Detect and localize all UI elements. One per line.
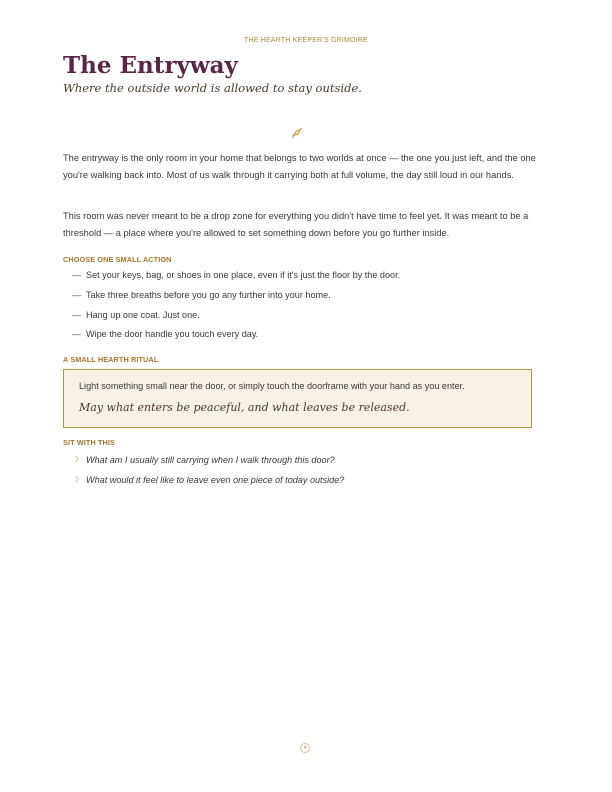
reflection-question: What am I usually still carrying when I walk through this door? bbox=[86, 455, 335, 465]
dash-bullet: — bbox=[72, 329, 82, 340]
list-item bbox=[72, 452, 542, 472]
reflection-list bbox=[72, 452, 542, 492]
dash-bullet: — bbox=[72, 289, 82, 300]
intro-paragraph: The entryway is the only room in your home that belongs to two worlds at once — the one you just left, and the one you're walking back into. Most of us walk through it carrying both at full volume, the day still loud in our hands. bbox=[63, 153, 536, 180]
page-subtitle: Where the outside world is allowed to stay outside. bbox=[63, 81, 362, 95]
reflection-question: What would it feel like to leave even one piece of today outside? bbox=[86, 475, 345, 485]
action-text: Hang up one coat. Just one. bbox=[86, 309, 200, 320]
list-item bbox=[72, 287, 542, 307]
page-title: The Entryway bbox=[63, 52, 238, 79]
reflection-section-label: SIT WITH THIS bbox=[63, 438, 115, 447]
actions-section-label: CHOOSE ONE SMALL ACTION bbox=[63, 255, 172, 264]
list-item bbox=[72, 472, 542, 492]
intro-paragraph: This room was never meant to be a drop zone for everything you didn't have time to feel yet. It was meant to be a threshold — a place where you're allowed to set something down before you go further inside. bbox=[63, 211, 529, 238]
list-item bbox=[72, 307, 542, 327]
action-text: Take three breaths before you go any further into your home. bbox=[86, 289, 331, 300]
action-list bbox=[72, 267, 542, 346]
action-text: Wipe the door handle you touch every day. bbox=[86, 329, 259, 340]
ritual-instruction: Light something small near the door, or simply touch the doorframe with your hand as you enter. bbox=[79, 381, 465, 391]
running-header: THE HEARTH KEEPER'S GRIMOIRE bbox=[244, 37, 368, 44]
crescent-moon-icon: ☽ bbox=[72, 455, 80, 464]
ritual-callout-box bbox=[63, 369, 532, 428]
dash-bullet: — bbox=[72, 309, 82, 320]
action-text: Set your keys, bag, or shoes in one place, even if it's just the floor by the door. bbox=[86, 270, 401, 280]
dash-bullet: — bbox=[72, 270, 82, 280]
page-number: 4 bbox=[300, 743, 310, 753]
ritual-blessing: May what enters be peaceful, and what leaves be released. bbox=[79, 401, 410, 414]
leaf-sprig-icon bbox=[290, 126, 304, 140]
ritual-section-label: A SMALL HEARTH RITUAL bbox=[63, 355, 159, 364]
crescent-moon-icon: ☽ bbox=[72, 475, 80, 484]
list-item bbox=[72, 267, 542, 287]
list-item bbox=[72, 326, 542, 346]
